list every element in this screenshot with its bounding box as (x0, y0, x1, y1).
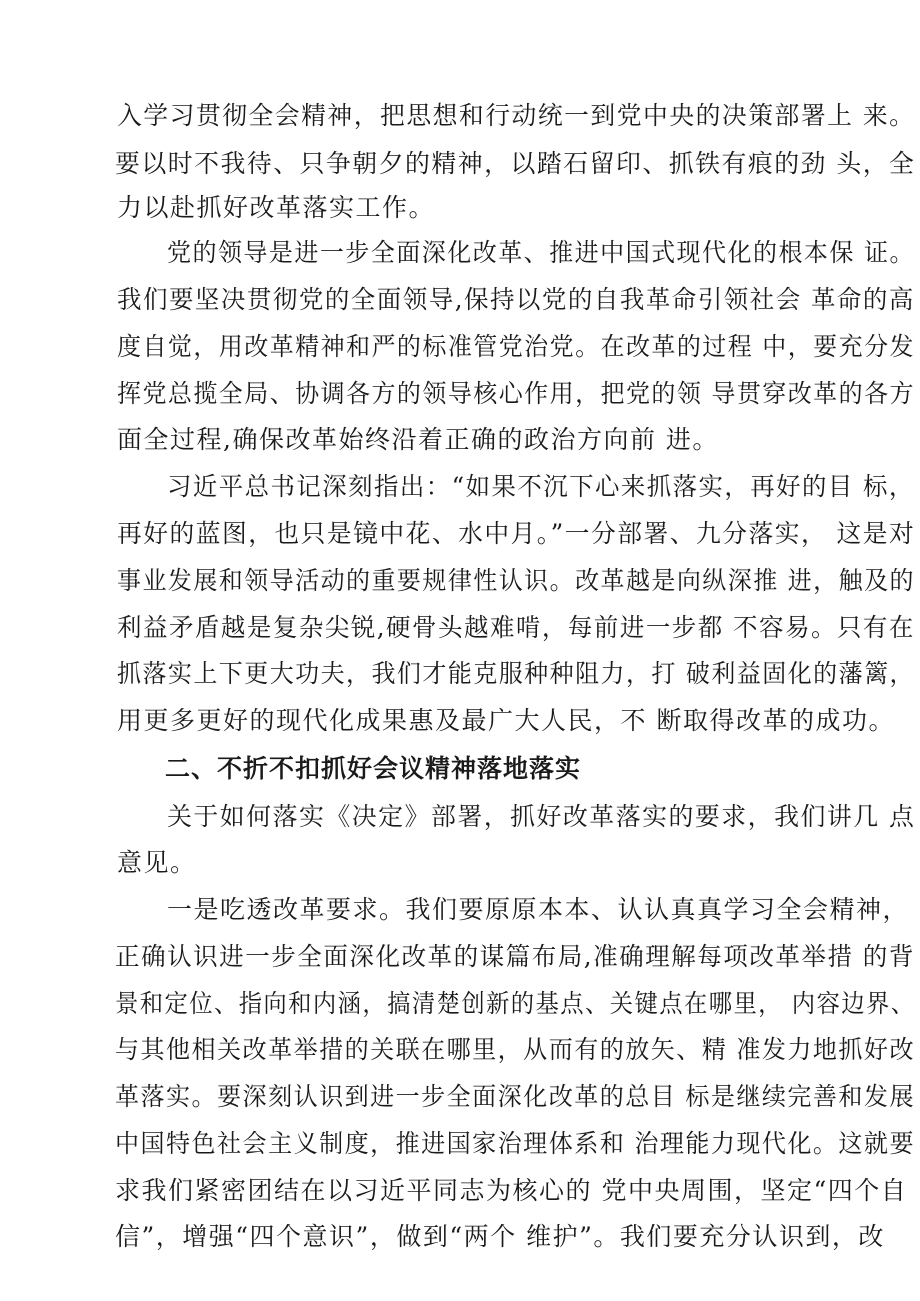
text-line: 意见。 (117, 848, 197, 877)
text-line: 抓落实上下更大功夫，我们才能克服种种阻力，打 破利益固化的藩篱， (117, 659, 915, 688)
text-line: 再好的蓝图，也只是镜中花、水中月。”一分部署、九分落实， 这是对 (117, 519, 916, 548)
text-line: 挥党总揽全局、协调各方的领导核心作用，把党的领 导贯穿改革的各方 (117, 379, 915, 408)
text-line: 革落实。要深刻认识到进一步全面深化改革的总目 标是继续完善和发展 (115, 1082, 915, 1111)
text-line: 入学习贯彻全会精神，把思想和行动统一到党中央的决策部署上 来。 (117, 101, 916, 130)
text-line: 力以赴抓好改革落实工作。 (117, 193, 436, 222)
text-line: 景和定位、指向和内涵，搞清楚创新的基点、关键点在哪里， 内容边界、 (115, 989, 916, 1018)
text-line: 信”，增强“四个意识”，做到“两个 维护”。我们要充分认识到，改 (115, 1222, 885, 1251)
text-line: 与其他相关改革举措的关联在哪里，从而有的放矢、精 准发力地抓好改 (115, 1035, 915, 1064)
text-line: 中国特色社会主义制度，推进国家治理体系和 治理能力现代化。这就要 (115, 1129, 915, 1158)
text-line: 党的领导是进一步全面深化改革、推进中国式现代化的根本保 证。 (167, 238, 915, 267)
text-line: 面全过程,确保改革始终沿着正确的政治方向前 进。 (117, 425, 719, 454)
text-line: 求我们紧密团结在以习近平同志为核心的 党中央周围，坚定“四个自 (115, 1176, 908, 1205)
text-line: 正确认识进一步全面深化改革的谋篇布局,准确理解每项改革举措 的背 (115, 942, 915, 971)
text-line: 我们要坚决贯彻党的全面领导,保持以党的自我革命引领社会 革命的高 (117, 285, 915, 314)
text-line: 度自觉，用改革精神和严的标准管党治党。在改革的过程 中，要充分发 (117, 332, 915, 361)
text-line: 利益矛盾越是复杂尖锐,硬骨头越难啃，每前进一步都 不容易。只有在 (117, 613, 915, 642)
text-line: 要以时不我待、只争朝夕的精神，以踏石留印、抓铁有痕的劲 头，全 (115, 149, 916, 178)
section-heading: 二、不折不扣抓好会议精神落地落实 (165, 754, 582, 783)
text-line: 习近平总书记深刻指出：“如果不沉下心来抓落实，再好的目 标， (167, 472, 915, 501)
text-line: 关于如何落实《决定》部署，抓好改革落实的要求，我们讲几 点 (167, 802, 916, 831)
text-line: 一是吃透改革要求。我们要原原本本、认认真真学习全会精神， (167, 895, 910, 924)
text-line: 用更多更好的现代化成果惠及最广大人民，不 断取得改革的成功。 (117, 706, 895, 735)
text-line: 事业发展和领导活动的重要规律性认识。改革越是向纵深推 进，触及的 (117, 566, 915, 595)
